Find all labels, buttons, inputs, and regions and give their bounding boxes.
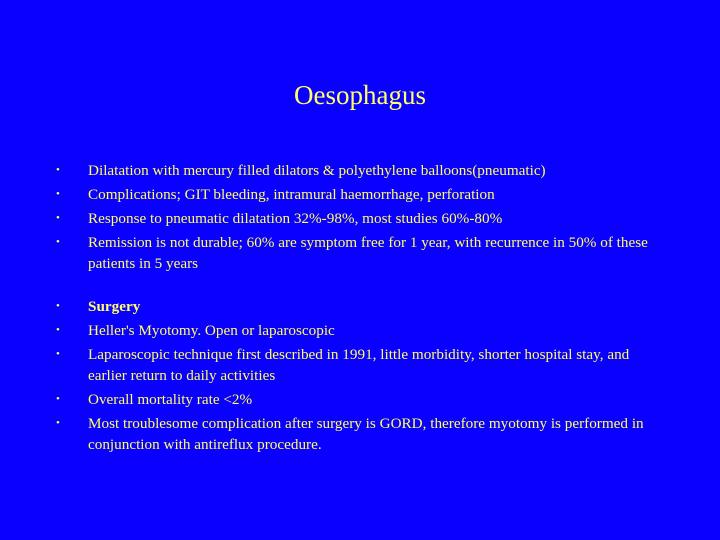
bullet-icon: • xyxy=(56,393,60,405)
bullet-icon: • xyxy=(56,300,60,312)
bullet-icon: • xyxy=(56,236,60,248)
list-item-text: Laparoscopic technique first described in 1991, little morbidity, shorter hospital stay, and earlier return to daily activities xyxy=(88,346,630,384)
bullet-icon: • xyxy=(56,212,60,224)
bullet-icon: • xyxy=(56,188,60,200)
list-item-text: Overall mortality rate <2% xyxy=(88,391,253,408)
list-item-text: Remission is not durable; 60% are symptom free for 1 year, with recurrence in 50% of these patients in 5 years xyxy=(88,234,648,272)
bullet-list-treatment xyxy=(56,160,666,277)
list-item xyxy=(56,160,666,181)
list-item-text: Most troublesome complication after surgery is GORD, therefore myotomy is performed in conjunction with antireflux procedure. xyxy=(88,415,644,453)
list-item xyxy=(56,296,666,317)
list-item-text: Complications; GIT bleeding, intramural haemorrhage, perforation xyxy=(88,186,495,203)
bullet-icon: • xyxy=(56,324,60,336)
list-item xyxy=(56,389,666,410)
list-item xyxy=(56,232,666,274)
list-item xyxy=(56,320,666,341)
bullet-icon: • xyxy=(56,348,60,360)
surgery-heading: Surgery xyxy=(88,298,141,315)
list-item xyxy=(56,344,666,386)
bullet-list-surgery xyxy=(56,296,666,458)
list-item xyxy=(56,208,666,229)
list-item-text: Response to pneumatic dilatation 32%-98%, most studies 60%-80% xyxy=(88,210,503,227)
list-item-text: Dilatation with mercury filled dilators & polyethylene balloons(pneumatic) xyxy=(88,162,546,179)
list-item-text: Heller's Myotomy. Open or laparoscopic xyxy=(88,322,335,339)
bullet-icon: • xyxy=(56,164,60,176)
list-item xyxy=(56,184,666,205)
list-item xyxy=(56,413,666,455)
slide-title: Oesophagus xyxy=(294,80,426,110)
bullet-icon: • xyxy=(56,417,60,429)
